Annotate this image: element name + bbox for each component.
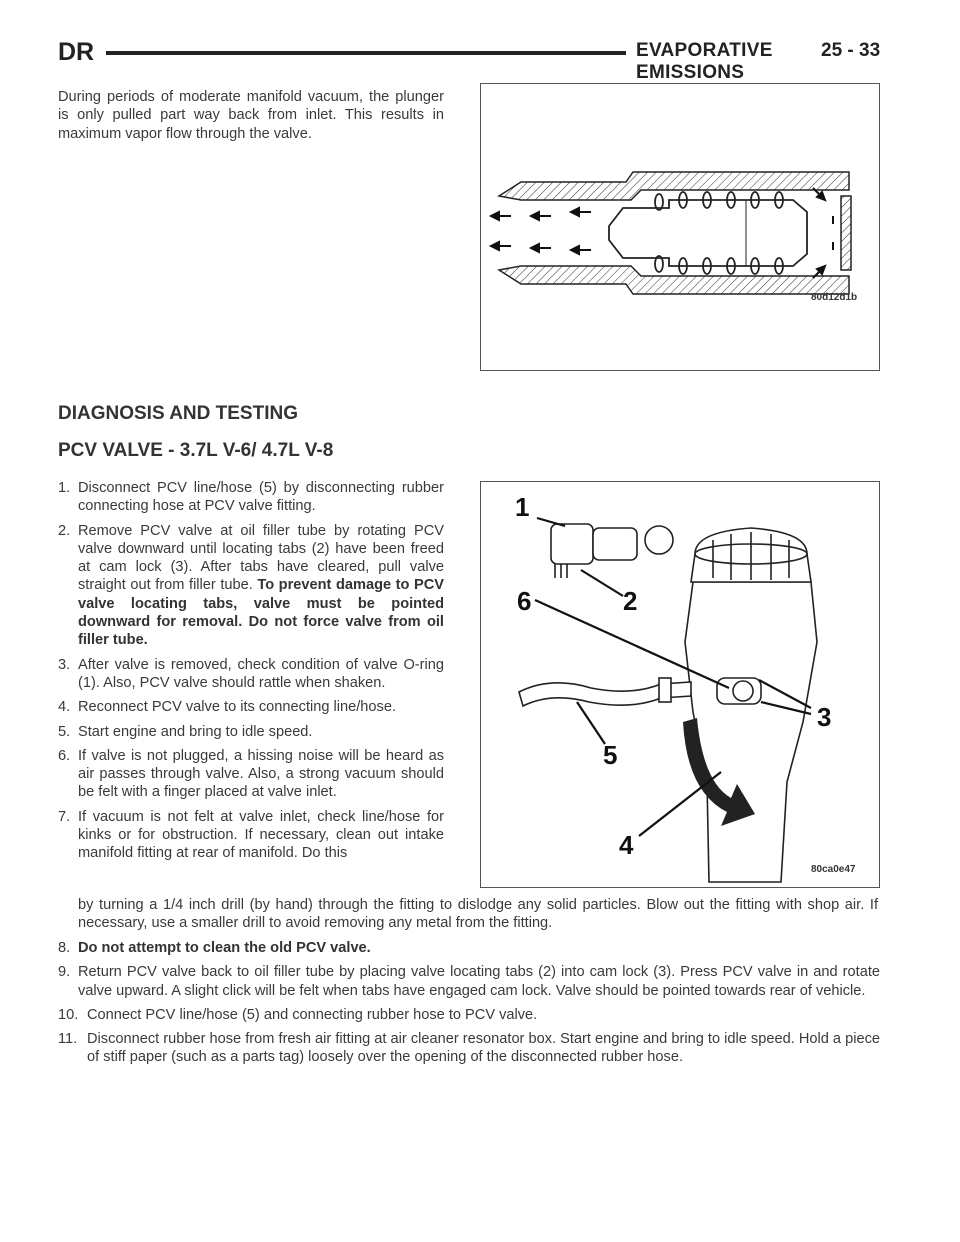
caution-text: To prevent damage to PCV valve locating tabs, valve must be pointed downward for removal. Do not force valve from oil filler tube. [78,577,444,649]
list-item: 7. If vacuum is not felt at valve inlet, check line/hose for kinks or for obstruction. If necessary, clean out intake manifold fitting at rear of manifold. Do this [58,808,444,862]
header-rule [106,51,626,55]
callout-2: 2 [623,586,638,616]
procedure-steps-continued [58,939,880,1073]
list-item: 1. Disconnect PCV line/hose (5) by disconnecting rubber connecting hose at PCV valve fitting. [58,480,444,515]
step7-continuation: by turning a 1/4 inch drill (by hand) through the fitting to dislodge any solid particles. Blow out the fitting with shop air. If necessary, use a smaller drill to avoid removing any metal from the fitting. [78,897,878,932]
list-item: 11. Disconnect rubber hose from fresh air fitting at air cleaner resonator box. Start engine and bring to idle speed. Hold a piece of stiff paper (such as a parts tag) loosely over the opening of the disconnected rubber hose. [58,1031,880,1066]
subsection-heading: PCV VALVE - 3.7L V-6/ 4.7L V-8 [58,440,334,461]
figure-pcv-filler-tube [480,481,880,888]
section-heading: DIAGNOSIS AND TESTING [58,403,298,424]
callout-5: 5 [603,740,618,770]
callout-3: 3 [817,702,832,732]
intro-paragraph: During periods of moderate manifold vacuum, the plunger is only pulled part way back from inlet. This results in maximum vapor flow through the valve. [58,89,444,142]
procedure-steps [58,479,444,869]
header-title: EVAPORATIVE EMISSIONS [636,40,773,83]
callout-1: 1 [515,492,530,522]
filler-tube-drawing [481,482,879,887]
valve-cross-section-drawing [481,84,879,370]
header-section-code: DR [58,38,95,66]
list-item: 5. Start engine and bring to idle speed. [58,723,313,740]
list-item: 4. Reconnect PCV valve to its connecting line/hose. [58,699,396,716]
list-item: 8. Do not attempt to clean the old PCV valve. [58,940,371,956]
figure2-code: 80ca0e47 [811,864,856,875]
list-item: 6. If valve is not plugged, a hissing noise will be heard as air passes through valve. Also, a strong vacuum should be felt with a finger placed at valve inlet. [58,747,444,801]
caution-text: Do not attempt to clean the old PCV valve. [78,940,371,956]
list-item: 3. After valve is removed, check condition of valve O-ring (1). Also, PCV valve should rattle when shaken. [58,656,444,691]
page-number: 25 - 33 [821,40,881,61]
figure-pcv-cross-section [480,83,880,371]
callout-4: 4 [619,830,634,860]
page-header [58,38,881,83]
list-item: 2. Remove PCV valve at oil filler tube by rotating PCV valve downward until locating tabs (2) have been freed at cam lock (3). After tabs have cleared, pull valve straight out from filler tube. To prevent damage to PCV valve locating tabs, valve must be pointed downward for removal. Do not force valve from oil filler tube. [58,522,444,649]
list-item: 10. Connect PCV line/hose (5) and connecting rubber hose to PCV valve. [58,1006,538,1023]
figure1-code: 80d12d1b [811,292,858,303]
list-item: 9. Return PCV valve back to oil filler tube by placing valve locating tabs (2) into cam lock (3). Press PCV valve in and rotate valve upward. A slight click will be felt when tabs have engaged cam lock. Valve should be pointed towards rear of vehicle. [58,964,880,999]
callout-6: 6 [517,586,532,616]
